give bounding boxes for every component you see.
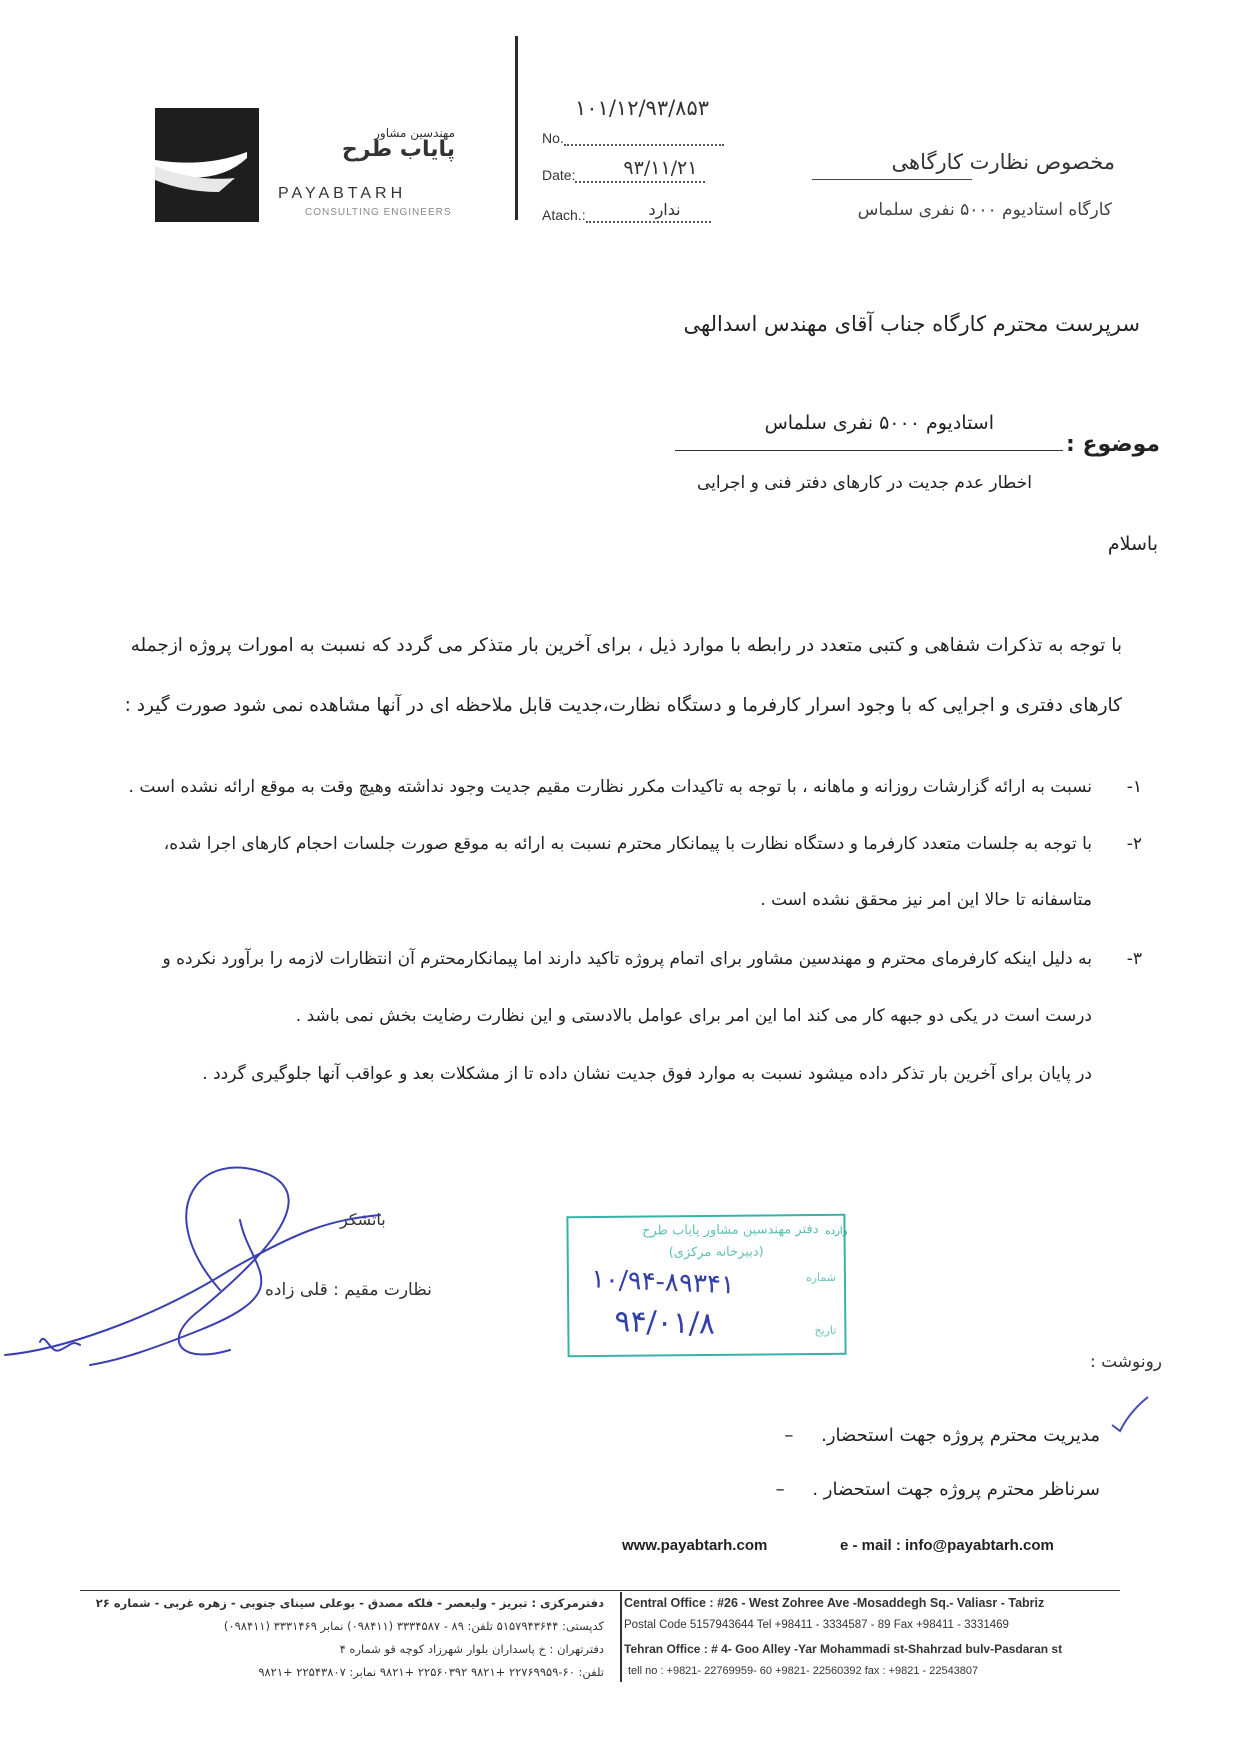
- item1-number: ۱-: [1126, 777, 1142, 797]
- company-logo-mark: [155, 108, 259, 222]
- thanks: باتشکر: [340, 1210, 386, 1229]
- signature-scribble: [0, 1150, 460, 1390]
- tehran-tel-fa: تلفن: ۶۰-۲۲۷۶۹۹۵۹ +۹۸۲۱ ۲۲۵۶۰۳۹۲ +۹۸۲۱ نمابر: ۲۲۵۴۳۸۰۷ +۹۸۲۱: [258, 1665, 604, 1679]
- cc-item2: [776, 1479, 1100, 1500]
- cc-item1: [784, 1425, 1100, 1446]
- central-office-text: Central Office : #26 - West Zohree Ave -Mosaddegh Sq.- Valiasr - Tabriz: [624, 1596, 1045, 1610]
- central-office-fa: دفترمرکزی : تبریز - ولیعصر - فلکه مصدق - بوعلی سینای جنوبی - زهره غربی - شماره ۲۶: [95, 1596, 604, 1610]
- item3-line2: درست است در یکی دو جبهه کار می کند اما این امر برای عوامل بالادستی و این نظارت رضایت بخش نمی باشد .: [295, 1006, 1092, 1026]
- item3-number: ۳-: [1126, 949, 1142, 969]
- stamp-number: ۱۰/۹۴-۸۹۳۴۱: [590, 1264, 736, 1301]
- letter-attach-label: Atach.:: [542, 207, 586, 223]
- footer-rule: [80, 1590, 1120, 1591]
- signer: نظارت مقیم : قلی زاده: [265, 1280, 432, 1300]
- stamp-incoming-label: وارده: [825, 1225, 848, 1237]
- intro-line1: با توجه به تذکرات شفاهی و کتبی متعدد در رابطه با موارد ذیل ، برای آخرین بار متذکر می گردد که نسبت به امورات پروژه ازجمله: [130, 635, 1122, 656]
- closing: در پایان برای آخرین بار تذکر داده میشود نسبت به موارد فوق جدیت نشان داده تا از مشکلات بعد و عواقب آنها جلوگیری گردد .: [202, 1064, 1092, 1084]
- letter-attach-row: [542, 200, 711, 223]
- letter-attach-value: ندارد: [648, 200, 681, 219]
- letter-attach-dots: [586, 200, 711, 223]
- subject-line2: اخطار عدم جدیت در کارهای دفتر فنی و اجرایی: [696, 473, 1032, 493]
- company-en-sub: CONSULTING ENGINEERS: [305, 207, 452, 218]
- item3-line1: به دلیل اینکه کارفرمای محترم و مهندسین مشاور برای اتمام پروژه تاکید دارند اما پیمانکارمحترم آن انتظارات لازمه را برآورد نکرده و: [162, 949, 1092, 969]
- central-office-en: [624, 1596, 1044, 1610]
- letter-date-dots: [575, 157, 705, 183]
- email-link[interactable]: e - mail : info@payabtarh.com: [840, 1537, 1054, 1554]
- website-link[interactable]: www.payabtarh.com: [622, 1537, 768, 1554]
- footer-separator: [620, 1592, 622, 1682]
- company-fa-small: مهندسین مشاور: [374, 126, 455, 140]
- item2-line2: متاسفانه تا حالا این امر نیز محقق نشده است .: [760, 890, 1092, 910]
- tehran-tel-en: tell no : +9821- 22769959- 60 +9821- 22560392 fax : +9821 - 22543807: [628, 1665, 979, 1677]
- letter-number-label: No.: [542, 130, 564, 146]
- intro-line2: کارهای دفتری و اجرایی که با وجود اسرار کارفرما و دستگاه نظارت،جدیت قابل ملاحظه ای در آنها مشاهده نمی شود صورت گیرد :: [124, 695, 1122, 716]
- cc-item1-dash: –: [784, 1425, 800, 1446]
- subject-label: موضوع :: [1066, 432, 1160, 457]
- item2-number: ۲-: [1126, 834, 1142, 854]
- stamp-date-label: تاریخ: [814, 1323, 837, 1338]
- tehran-office-en: Tehran Office : # 4- Goo Alley -Yar Mohammadi st-Shahrzad bulv-Pasdaran st: [624, 1642, 1063, 1656]
- stamp-line2: (دبیرخانه مرکزی): [668, 1244, 764, 1261]
- postal-fa: کدپستی: ۵۱۵۷۹۴۳۶۴۴ تلفن: ۸۹ - ۳۳۳۴۵۸۷ (۰۹۸۴۱۱) نمابر ۳۳۳۱۴۶۹ (۰۹۸۴۱۱): [223, 1619, 604, 1633]
- workshop-line: کارگاه استادیوم ۵۰۰۰ نفری سلماس: [857, 200, 1112, 220]
- letter-date-label: Date:: [542, 167, 576, 183]
- cc-item1-text: مدیریت محترم پروژه جهت استحضار.: [821, 1425, 1100, 1446]
- item2-line1: با توجه به جلسات متعدد کارفرما و دستگاه نظارت با پیمانکار محترم نسبت به ارائه به موقع صورت جلسات احجام کارهای اجرا شده،: [163, 834, 1092, 854]
- company-en: PAYABTARH: [278, 185, 407, 202]
- letter-date-value: ۹۳/۱۱/۲۱: [623, 157, 698, 179]
- header-divider: [515, 36, 518, 220]
- item1-text: نسبت به ارائه گزارشات روزانه و ماهانه ، با توجه به تاکیدات مکرر نظارت مقیم جدیت وجود نداشته وهیچ وقت به موقع ارائه نشده است .: [128, 777, 1092, 797]
- subject-rule: [675, 450, 1063, 451]
- check-mark-icon: [1108, 1395, 1152, 1435]
- cc-label: رونوشت :: [1089, 1352, 1162, 1372]
- company-fa: پایاب طرح: [341, 137, 455, 162]
- letter-number-row: [542, 128, 724, 146]
- stamp-number-label: شماره: [805, 1270, 836, 1285]
- company-name-block: [300, 126, 485, 162]
- stamp-date: ۹۴/۰۱/۸: [613, 1304, 716, 1342]
- letter-number-value: ۱۰۱/۱۲/۹۳/۸۵۳: [575, 96, 710, 120]
- cc-item2-text: سرناظر محترم پروژه جهت استحضار .: [812, 1479, 1100, 1500]
- addressee: سرپرست محترم کارگاه جناب آقای مهندس اسدالهی: [683, 312, 1140, 336]
- cc-item2-dash: –: [775, 1479, 791, 1500]
- incoming-stamp: [566, 1214, 846, 1357]
- postal-en: Postal Code 5157943644 Tel +98411 - 3334587 - 89 Fax +98411 - 3331469: [624, 1619, 1009, 1631]
- letter-date-row: [542, 157, 705, 183]
- letter-number-dots: [564, 128, 724, 146]
- special-title-rule: [812, 179, 972, 180]
- subject-line1: استادیوم ۵۰۰۰ نفری سلماس: [764, 412, 994, 434]
- greeting: باسلام: [1107, 533, 1158, 555]
- special-title: مخصوص نظارت کارگاهی: [891, 150, 1115, 174]
- stamp-line1: دفتر مهندسین مشاور پایاب طرح: [642, 1222, 819, 1239]
- tehran-office-fa: دفترتهران : خ پاسداران بلوار شهرزاد کوچه قو شماره ۴: [339, 1642, 604, 1656]
